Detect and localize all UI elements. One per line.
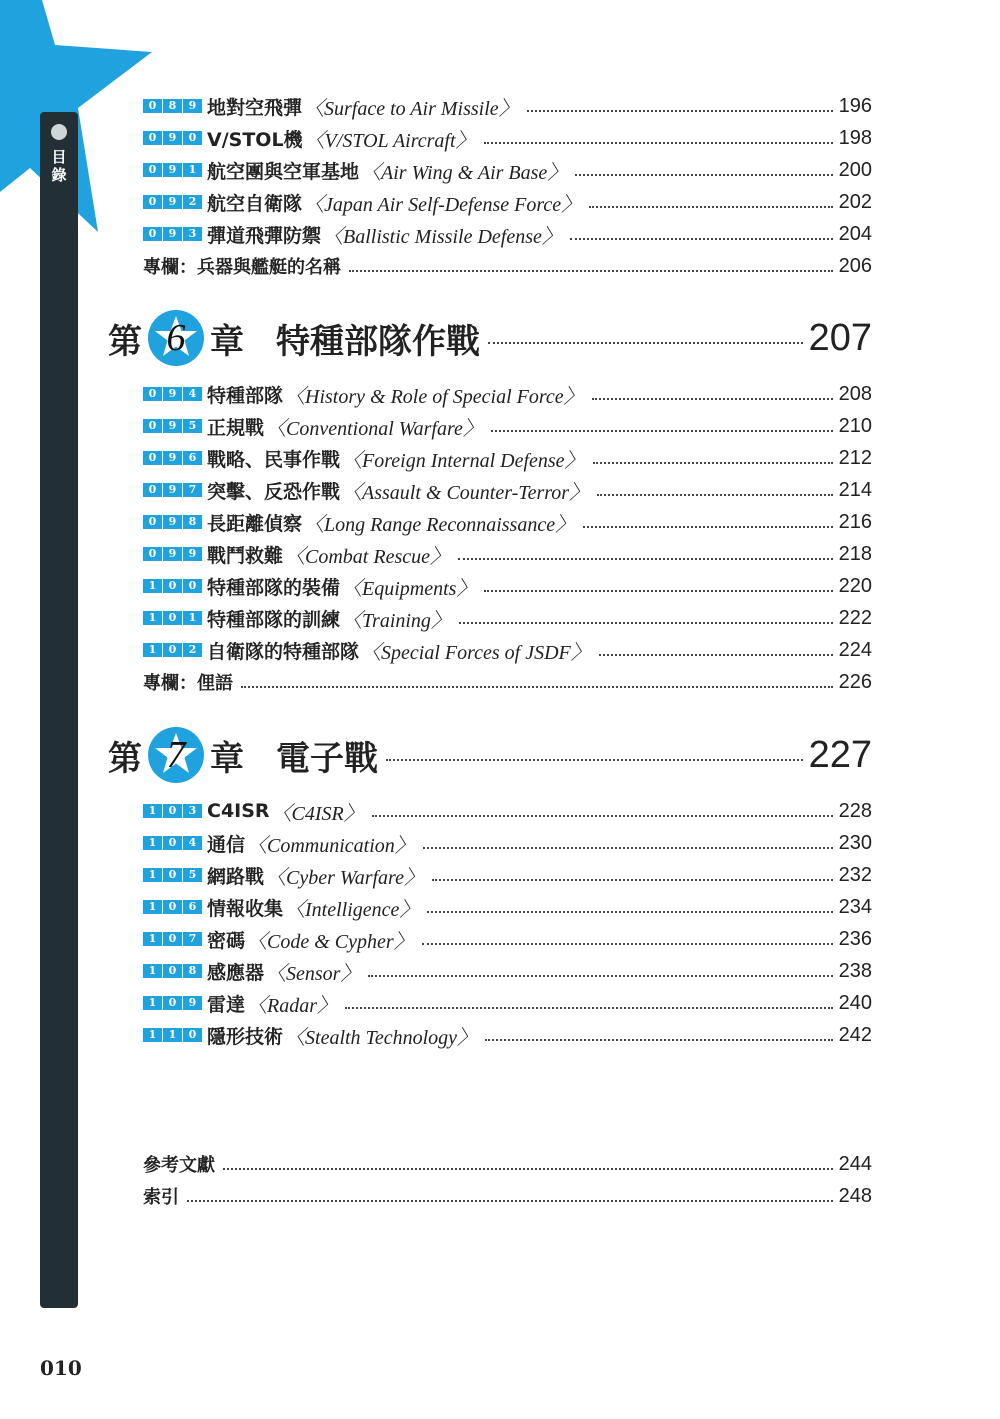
entry-title: 特種部隊的訓練 [207,608,341,631]
entry-page: 224 [838,638,872,661]
entry-title: C4ISR [207,800,270,822]
entry-number: 0 9 9 [143,547,202,561]
entry-title: 航空團與空軍基地 [207,160,360,183]
entry-number: 0 9 7 [143,483,202,497]
column-page: 206 [838,254,872,277]
entry-title: 長距離偵察 [207,512,303,535]
leader-dots [241,686,833,688]
toc-entry[interactable] [143,380,872,408]
toc-entry[interactable] [143,636,872,664]
toc-back-matter-entry[interactable] [143,1182,872,1210]
entry-english-title: 〈History & Role of Special Force〉 [285,385,584,408]
entry-page: 238 [838,959,872,982]
entry-page: 198 [838,126,872,149]
entry-page: 214 [838,478,872,501]
entry-number: 1 0 7 [143,932,202,946]
entry-page: 228 [838,799,872,822]
entry-title: 彈道飛彈防禦 [207,224,322,247]
entry-page: 196 [838,94,872,117]
entry-english-title: 〈Conventional Warfare〉 [266,417,483,440]
leader-dots [589,206,832,208]
entry-title: 隱形技術 [207,1025,284,1048]
tab-badge-icon [51,124,67,140]
leader-dots [187,1200,833,1202]
entry-title: 通信 [207,833,246,856]
leader-dots [386,759,803,761]
entry-page: 208 [838,382,872,405]
toc-entry[interactable] [143,1021,872,1049]
entry-page: 200 [838,158,872,181]
entry-number: 0 9 5 [143,419,202,433]
leader-dots [593,462,833,464]
entry-title: 航空自衛隊 [207,192,303,215]
leader-dots [484,590,832,592]
contents-side-tab [40,112,78,1308]
entry-title: 密碼 [207,929,246,952]
chapter-star-icon [146,725,206,785]
chapter-star-icon [146,308,206,368]
entry-number: 1 1 0 [143,1028,202,1042]
toc-entry[interactable] [143,508,872,536]
entry-number: 0 9 0 [143,131,202,145]
back-matter-page: 248 [838,1184,872,1207]
chapter-number: 7 [166,734,186,776]
toc-entry[interactable] [143,188,872,216]
leader-dots [422,943,833,945]
leader-dots [484,142,833,144]
entry-number: 0 8 9 [143,99,202,113]
entry-page: 212 [838,446,872,469]
leader-dots [432,879,833,881]
entry-page: 230 [838,831,872,854]
entry-number: 0 9 4 [143,387,202,401]
entry-english-title: 〈Special Forces of JSDF〉 [361,641,591,664]
chapter-prefix: 第 [108,738,142,779]
leader-dots [597,494,833,496]
entry-english-title: 〈Sensor〉 [266,962,361,985]
entry-page: 234 [838,895,872,918]
leader-dots [423,847,833,849]
entry-english-title: 〈Foreign Internal Defense〉 [342,449,585,472]
entry-title: 雷達 [207,993,246,1016]
toc-entry[interactable] [143,861,872,889]
entry-page: 218 [838,542,872,565]
back-matter-title: 索引 [143,1187,179,1208]
leader-dots [372,815,833,817]
entry-number: 1 0 1 [143,611,202,625]
toc-entry[interactable] [143,957,872,985]
leader-dots [570,238,833,240]
chapter-suffix: 章 [210,321,244,362]
entry-number: 1 0 0 [143,579,202,593]
entry-title: 地對空飛彈 [207,96,303,119]
leader-dots [223,1168,833,1170]
entry-number: 1 0 2 [143,643,202,657]
leader-dots [427,911,832,913]
corner-star-decoration [0,0,160,240]
leader-dots [575,174,832,176]
chapter-suffix: 章 [210,738,244,779]
entry-number: 1 0 4 [143,836,202,850]
toc-entry[interactable] [143,156,872,184]
toc-entry[interactable] [143,540,872,568]
chapter-prefix: 第 [108,321,142,362]
entry-title: 戰略、民事作戰 [207,448,341,471]
side-tab-label: 目錄 [51,148,67,184]
leader-dots [349,270,833,272]
chapter-name: 特種部隊作戰 [276,321,480,362]
entry-english-title: 〈Long Range Reconnaissance〉 [304,513,576,536]
entry-number: 1 0 5 [143,868,202,882]
toc-column-entry[interactable] [143,252,872,280]
entry-english-title: 〈Training〉 [342,609,451,632]
entry-english-title: 〈Japan Air Self-Defense Force〉 [304,193,582,216]
entry-number: 1 0 3 [143,804,202,818]
entry-page: 236 [838,927,872,950]
entry-title: 網路戰 [207,865,265,888]
toc-back-matter-entry[interactable] [143,1150,872,1178]
toc-entry[interactable] [143,92,872,120]
entry-page: 216 [838,510,872,533]
toc-entry[interactable] [143,412,872,440]
back-matter-title: 參考文獻 [143,1155,215,1176]
entry-title: 特種部隊的裝備 [207,576,341,599]
entry-number: 0 9 1 [143,163,202,177]
toc-entry[interactable] [143,829,872,857]
entry-page: 240 [838,991,872,1014]
entry-page: 232 [838,863,872,886]
entry-page: 210 [838,414,872,437]
page-number: 010 [40,1356,82,1380]
chapter-page: 227 [808,733,872,776]
toc-entry[interactable] [143,124,872,152]
leader-dots [491,430,833,432]
toc-entry[interactable] [143,989,872,1017]
chapter-heading[interactable] [108,310,872,366]
toc-entry[interactable] [143,220,872,248]
toc-entry[interactable] [143,476,872,504]
toc-entry[interactable] [143,572,872,600]
leader-dots [458,558,833,560]
leader-dots [368,975,832,977]
leader-dots [488,342,803,344]
entry-number: 0 9 8 [143,515,202,529]
chapter-heading[interactable] [108,727,872,783]
entry-english-title: 〈Radar〉 [247,994,338,1017]
toc-entry[interactable] [143,604,872,632]
entry-title: 自衛隊的特種部隊 [207,640,360,663]
entry-english-title: 〈Code & Cypher〉 [247,930,414,953]
chapter-page: 207 [808,316,872,359]
leader-dots [592,398,833,400]
entry-page: 204 [838,222,872,245]
entry-number: 1 0 6 [143,900,202,914]
entry-number: 0 9 6 [143,451,202,465]
toc-entry[interactable] [143,797,872,825]
leader-dots [345,1007,833,1009]
entry-english-title: 〈Combat Rescue〉 [285,545,450,568]
column-title: 專欄：俚語 [143,673,233,694]
entry-title: 特種部隊 [207,384,284,407]
chapter-name: 電子戰 [276,738,378,779]
back-matter-page: 244 [838,1152,872,1175]
entry-page: 202 [838,190,872,213]
entry-english-title: 〈Communication〉 [247,834,415,857]
leader-dots [583,526,833,528]
entry-page: 242 [838,1023,872,1046]
leader-dots [527,110,833,112]
entry-title: 正規戰 [207,416,265,439]
column-page: 226 [838,670,872,693]
leader-dots [599,654,833,656]
entry-english-title: 〈Surface to Air Missile〉 [304,97,519,120]
toc-entry[interactable] [143,925,872,953]
entry-english-title: 〈V/STOL Aircraft〉 [304,129,476,152]
entry-english-title: 〈C4ISR〉 [271,802,364,825]
entry-title: 情報收集 [207,897,284,920]
entry-english-title: 〈Equipments〉 [342,577,477,600]
entry-number: 0 9 3 [143,227,202,241]
leader-dots [459,622,833,624]
entry-english-title: 〈Stealth Technology〉 [285,1026,478,1049]
entry-english-title: 〈Intelligence〉 [285,898,420,921]
entry-title: 戰鬥救難 [207,544,284,567]
toc-entry[interactable] [143,893,872,921]
entry-english-title: 〈Cyber Warfare〉 [266,866,424,889]
entry-english-title: 〈Air Wing & Air Base〉 [361,161,568,184]
entry-number: 1 0 8 [143,964,202,978]
column-title: 專欄：兵器與艦艇的名稱 [143,257,341,278]
leader-dots [485,1039,833,1041]
chapter-number: 6 [166,317,186,359]
entry-page: 222 [838,606,872,629]
entry-title: 感應器 [207,961,265,984]
entry-number: 0 9 2 [143,195,202,209]
toc-entry[interactable] [143,444,872,472]
entry-english-title: 〈Assault & Counter-Terror〉 [342,481,590,504]
toc-column-entry[interactable] [143,668,872,696]
entry-number: 1 0 9 [143,996,202,1010]
entry-english-title: 〈Ballistic Missile Defense〉 [323,225,562,248]
entry-title: 突擊、反恐作戰 [207,480,341,503]
entry-title: V/STOL機 [207,128,303,151]
entry-page: 220 [838,574,872,597]
